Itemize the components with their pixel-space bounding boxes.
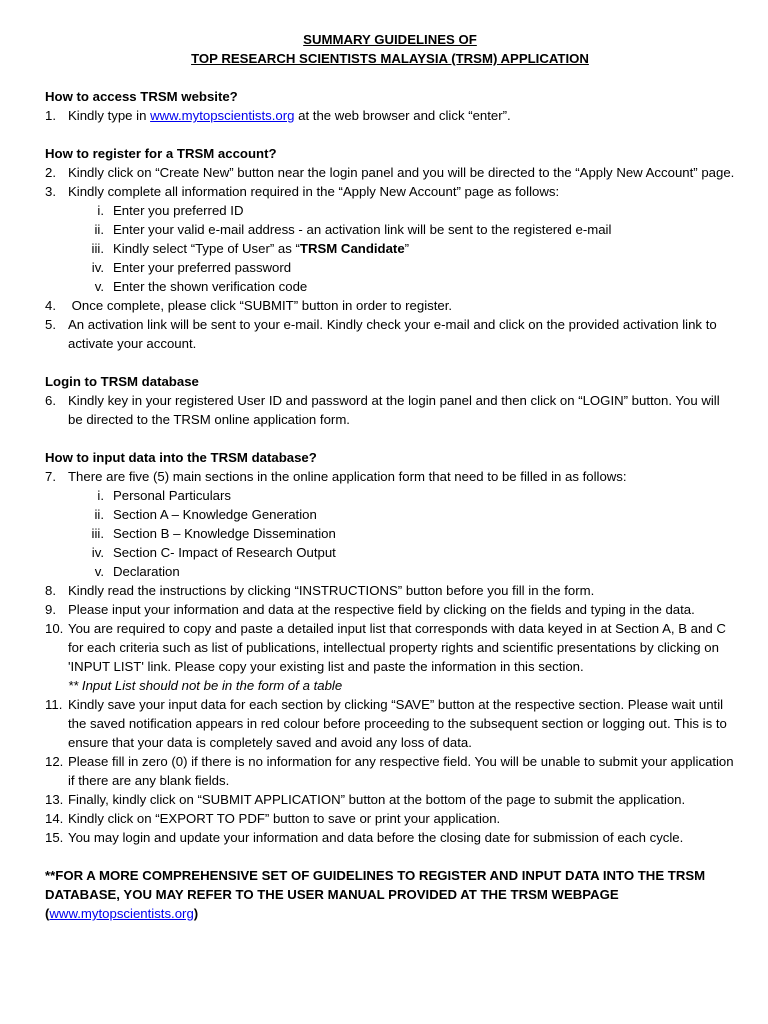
item-text: Kindly read the instructions by clicking “INSTRUCTIONS” button before you fill in the form. (68, 583, 595, 598)
item-number: 8. (45, 583, 56, 598)
sub-item-text: Section B – Knowledge Dissemination (113, 526, 336, 541)
item-text: Kindly click on “Create New” button near the login panel and you will be directed to the “Apply New Account” page. (68, 165, 735, 180)
item-number: 12. (45, 754, 64, 769)
sub-item (45, 258, 735, 277)
list-item-6 (45, 391, 735, 429)
item-text: Kindly type in (68, 108, 151, 123)
list-item-5 (45, 315, 735, 353)
item-text: Kindly click on “EXPORT TO PDF” button to save or print your application. (68, 811, 501, 826)
heading-login: Login to TRSM database (45, 374, 199, 389)
list-item-9 (45, 600, 735, 619)
sub-item (45, 562, 735, 581)
website-link[interactable]: www.mytopscientists.org (150, 108, 295, 123)
item-text: at the web browser and click “enter”. (294, 108, 511, 123)
sub-item (45, 524, 735, 543)
footer-text: **FOR A MORE COMPREHENSIVE SET OF GUIDELINES TO REGISTER AND INPUT DATA INTO THE TRSM DATABASE, YOU MAY REFER TO THE USER MANUAL PROVIDED AT THE TRSM WEBPAGE ( (45, 868, 706, 921)
sub-item-number: ii. (94, 507, 104, 522)
sub-item-number: v. (94, 279, 104, 294)
input-list-note: ** Input List should not be in the form of a table (68, 678, 343, 693)
item-text: Kindly complete all information required in the “Apply New Account” page as follows: (68, 184, 560, 199)
item-text: Please fill in zero (0) if there is no information for any respective field. You will be unable to submit your application if there are any blank fields. (68, 754, 734, 788)
sub-item-text: Section C- Impact of Research Output (113, 545, 336, 560)
sub-item-text: Personal Particulars (113, 488, 232, 503)
doc-title-line2: TOP RESEARCH SCIENTISTS MALAYSIA (TRSM) APPLICATION (191, 51, 589, 66)
sub-item-text: Enter the shown verification code (113, 279, 308, 294)
sub-item-text: Declaration (113, 564, 180, 579)
sub-item-text: Enter your valid e-mail address - an activation link will be sent to the registered e-mail (113, 222, 612, 237)
sub-item (45, 201, 735, 220)
item-text: Once complete, please click “SUBMIT” button in order to register. (68, 298, 453, 313)
list-item-8 (45, 581, 735, 600)
list-item-1 (45, 106, 735, 125)
doc-title-line1: SUMMARY GUIDELINES OF (303, 32, 477, 47)
sub-item-text: Kindly select “Type of User” as “ (113, 241, 300, 256)
footer-text: ) (193, 906, 199, 921)
list-item-4 (45, 296, 735, 315)
list-item-13 (45, 790, 735, 809)
item-number: 3. (45, 184, 56, 199)
list-item-15 (45, 828, 735, 847)
heading-register: How to register for a TRSM account? (45, 146, 277, 161)
item-number: 2. (45, 165, 56, 180)
item-number: 9. (45, 602, 56, 617)
sub-item-text: Enter your preferred password (113, 260, 292, 275)
sub-item-number: iv. (91, 545, 104, 560)
sub-item-number: i. (97, 203, 104, 218)
item-text: You may login and update your information and data before the closing date for submission of each cycle. (68, 830, 684, 845)
item-number: 14. (45, 811, 64, 826)
item-text: Please input your information and data at the respective field by clicking on the fields and typing in the data. (68, 602, 695, 617)
sub-item-text: Section A – Knowledge Generation (113, 507, 317, 522)
item-text: Kindly key in your registered User ID and password at the login panel and then click on “LOGIN” button. You will be directed to the TRSM online application form. (68, 393, 720, 427)
sub-item-number: v. (94, 564, 104, 579)
sub-item (45, 220, 735, 239)
sub-item-text: Enter you preferred ID (113, 203, 244, 218)
item-text: You are required to copy and paste a detailed input list that corresponds with data keyed in at Section A, B and C for each criteria such as list of publications, intellectual property rights and scientific presentations by clicking on 'INPUT LIST' link. Please copy your existing list and paste the information in this section. (68, 621, 726, 674)
list-item-12 (45, 752, 735, 790)
item-number: 1. (45, 108, 56, 123)
item-number: 13. (45, 792, 64, 807)
item-text: There are five (5) main sections in the online application form that need to be filled in as follows: (68, 469, 627, 484)
list-item-7 (45, 467, 735, 486)
item-text: Finally, kindly click on “SUBMIT APPLICATION” button at the bottom of the page to submit the application. (68, 792, 686, 807)
footer-note (45, 866, 735, 923)
item-number: 4. (45, 298, 56, 313)
item-number: 6. (45, 393, 56, 408)
item-text: Kindly save your input data for each section by clicking “SAVE” button at the respective section. Please wait until the saved notification appears in red colour before proceeding to the subsequent section or logging out. This is to ensure that your data is completely saved and avoid any loss of data. (68, 697, 727, 750)
heading-access: How to access TRSM website? (45, 89, 238, 104)
list-item-11 (45, 695, 735, 752)
list-item-3 (45, 182, 735, 201)
sub-item (45, 239, 735, 258)
list-item-14 (45, 809, 735, 828)
list-item-2 (45, 163, 735, 182)
sub-item (45, 277, 735, 296)
item-number: 10. (45, 621, 64, 636)
sub-item (45, 543, 735, 562)
item-number: 15. (45, 830, 64, 845)
footer-website-link[interactable]: www.mytopscientists.org (49, 906, 194, 921)
sub-item-bold-text: TRSM Candidate (299, 241, 405, 256)
item-number: 11. (45, 697, 63, 712)
sub-item-number: iii. (91, 241, 104, 256)
sub-item-text: ” (404, 241, 410, 256)
sub-item-number: i. (97, 488, 104, 503)
item-number: 7. (45, 469, 56, 484)
document-page (45, 30, 735, 923)
sub-item (45, 486, 735, 505)
list-item-10 (45, 619, 735, 676)
heading-input-data: How to input data into the TRSM database? (45, 450, 317, 465)
item-number: 5. (45, 317, 56, 332)
sub-item (45, 505, 735, 524)
item-text: An activation link will be sent to your e-mail. Kindly check your e-mail and click on the provided activation link to activate your account. (68, 317, 717, 351)
sub-item-number: iii. (91, 526, 104, 541)
sub-item-number: iv. (91, 260, 104, 275)
sub-item-number: ii. (94, 222, 104, 237)
